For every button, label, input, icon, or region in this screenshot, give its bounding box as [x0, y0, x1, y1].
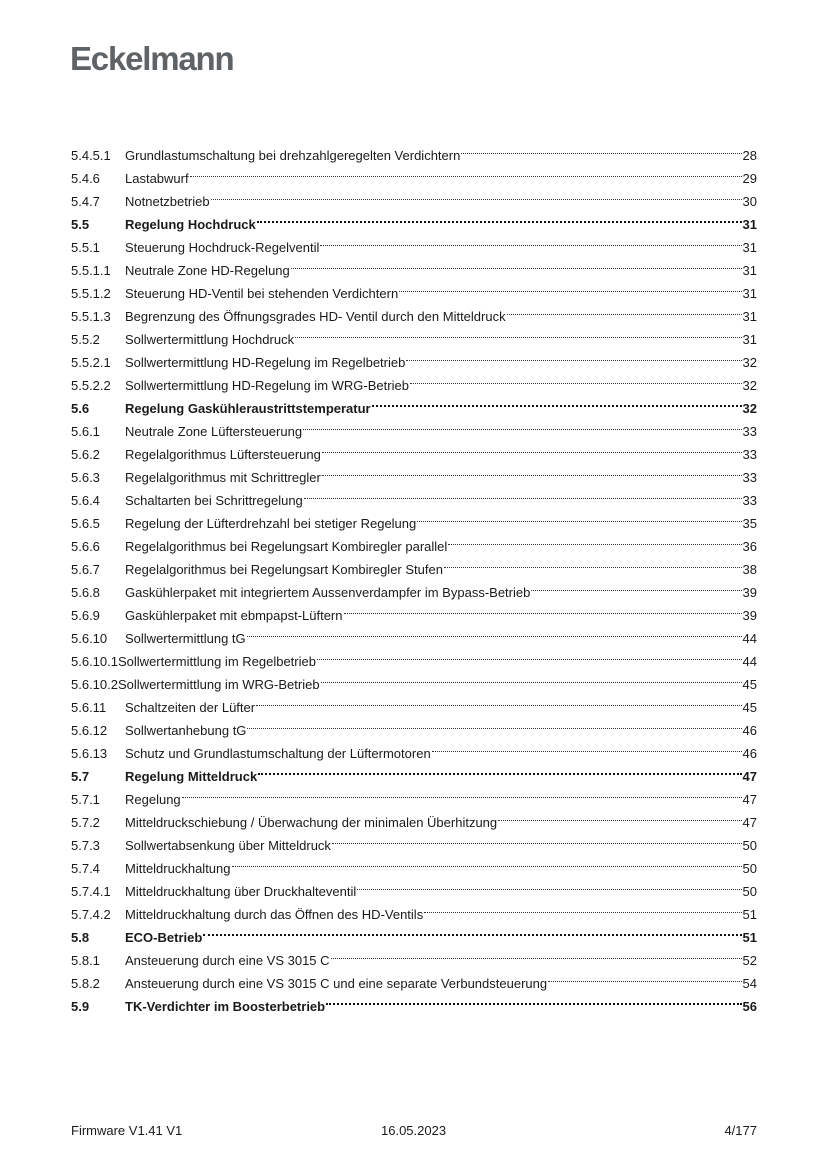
toc-entry-number: 5.6.10.1: [71, 654, 118, 669]
dot-leader: [399, 275, 741, 298]
dot-leader: [203, 919, 741, 942]
toc-entry-title[interactable]: Gaskühlerpaket mit ebmpapst-Lüftern: [125, 608, 343, 623]
toc-entry-title[interactable]: Regelung der Lüfterdrehzahl bei stetiger Regelung: [125, 516, 417, 531]
toc-entry-title[interactable]: ECO-Betrieb: [125, 930, 203, 945]
toc-entry-number: 5.9: [71, 999, 90, 1014]
dot-leader: [321, 666, 742, 689]
eckelmann-logo: Eckelmann: [70, 40, 234, 77]
toc-entry-number: 5.4.6: [71, 171, 100, 186]
toc-entry-page[interactable]: 33: [742, 493, 757, 508]
footer-page-number: 4/177: [724, 1123, 757, 1138]
dot-leader: [257, 206, 742, 229]
toc-entry-title[interactable]: Regelung Hochdruck: [125, 217, 256, 232]
toc-entry-page[interactable]: 32: [742, 401, 757, 416]
toc-entry-page[interactable]: 38: [742, 562, 757, 577]
dot-leader: [258, 758, 741, 781]
dot-leader: [247, 712, 741, 735]
toc-entry[interactable]: [71, 137, 757, 163]
toc-entry-page[interactable]: 56: [742, 999, 757, 1014]
dot-leader: [406, 344, 741, 367]
toc-entry-page[interactable]: 39: [742, 608, 757, 623]
toc-entry-title[interactable]: Begrenzung des Öffnungsgrades HD- Ventil durch den Mitteldruck: [125, 309, 506, 324]
toc-entry-title[interactable]: Sollwertanhebung tG: [125, 723, 247, 738]
toc-entry-title[interactable]: Lastabwurf: [125, 171, 189, 186]
toc-entry-number: 5.6.8: [71, 585, 100, 600]
dot-leader: [322, 459, 742, 482]
toc-entry-number: 5.7.4: [71, 861, 100, 876]
toc-entry-number: 5.8.1: [71, 953, 100, 968]
dot-leader: [247, 620, 742, 643]
toc-entry-title[interactable]: Ansteuerung durch eine VS 3015 C und eine separate Verbundsteuerung: [125, 976, 548, 991]
toc-entry-number: 5.6.1: [71, 424, 100, 439]
toc-entry-title[interactable]: Neutrale Zone HD-Regelung: [125, 263, 290, 278]
toc-entry-page[interactable]: 29: [742, 171, 757, 186]
toc-entry-title[interactable]: Regelung Gaskühleraustrittstemperatur: [125, 401, 371, 416]
toc-entry-page[interactable]: 46: [742, 723, 757, 738]
dot-leader: [291, 252, 742, 275]
toc-entry-title[interactable]: Regelalgorithmus bei Regelungsart Kombiregler Stufen: [125, 562, 443, 577]
toc-entry-number: 5.6.10.2: [71, 677, 118, 692]
dot-leader: [295, 321, 741, 344]
dot-leader: [548, 965, 741, 988]
toc-entry-title[interactable]: Sollwertermittlung im WRG-Betrieb: [118, 677, 320, 692]
toc-entry-number: 5.7: [71, 769, 90, 784]
dot-leader: [190, 160, 742, 183]
dot-leader: [320, 229, 741, 252]
toc-entry-number: 5.7.4.2: [71, 907, 111, 922]
table-of-contents: [71, 137, 757, 1014]
toc-entry-number: 5.7.1: [71, 792, 100, 807]
toc-entry-page[interactable]: 32: [742, 355, 757, 370]
toc-entry-title[interactable]: Schaltzeiten der Lüfter: [125, 700, 256, 715]
toc-entry-page[interactable]: 35: [742, 516, 757, 531]
toc-entry-page[interactable]: 33: [742, 447, 757, 462]
toc-entry-number: 5.6.4: [71, 493, 100, 508]
toc-entry-number: 5.7.4.1: [71, 884, 111, 899]
toc-entry-title[interactable]: Sollwertermittlung HD-Regelung im WRG-Betrieb: [125, 378, 409, 393]
toc-entry-number: 5.8.2: [71, 976, 100, 991]
toc-entry-number: 5.6.11: [71, 700, 107, 715]
toc-entry-page[interactable]: 39: [742, 585, 757, 600]
dot-leader: [461, 137, 741, 160]
toc-entry-number: 5.5: [71, 217, 90, 232]
toc-entry-page[interactable]: 31: [742, 263, 757, 278]
toc-entry-number: 5.4.7: [71, 194, 100, 209]
toc-entry-title[interactable]: Regelung: [125, 792, 181, 807]
toc-entry-title[interactable]: TK-Verdichter im Boosterbetrieb: [125, 999, 326, 1014]
toc-entry-title[interactable]: Mitteldruckschiebung / Überwachung der minimalen Überhitzung: [125, 815, 498, 830]
toc-entry-title[interactable]: Steuerung Hochdruck-Regelventil: [125, 240, 320, 255]
dot-leader: [232, 850, 742, 873]
dot-leader: [322, 436, 742, 459]
toc-entry-page[interactable]: 50: [742, 884, 757, 899]
dot-leader: [507, 298, 742, 321]
toc-entry-page[interactable]: 52: [742, 953, 757, 968]
toc-entry-title[interactable]: Sollwertabsenkung über Mitteldruck: [125, 838, 331, 853]
dot-leader: [182, 781, 742, 804]
toc-entry-title[interactable]: Mitteldruckhaltung über Druckhalteventil: [125, 884, 357, 899]
toc-entry-page[interactable]: 47: [742, 769, 757, 784]
toc-entry-title[interactable]: Sollwertermittlung HD-Regelung im Regelbetrieb: [125, 355, 406, 370]
dot-leader: [304, 482, 742, 505]
dot-leader: [211, 183, 742, 206]
toc-entry-number: 5.5.2.2: [71, 378, 111, 393]
dot-leader: [332, 827, 742, 850]
toc-entry-number: 5.7.3: [71, 838, 100, 853]
dot-leader: [317, 643, 742, 666]
toc-entry-title[interactable]: Schaltarten bei Schrittregelung: [125, 493, 303, 508]
toc-entry-page[interactable]: 32: [742, 378, 757, 393]
toc-entry-number: 5.5.2.1: [71, 355, 111, 370]
toc-entry-page[interactable]: 33: [742, 470, 757, 485]
toc-entry-number: 5.6.2: [71, 447, 100, 462]
dot-leader: [326, 988, 741, 1011]
dot-leader: [432, 735, 742, 758]
dot-leader: [531, 574, 741, 597]
dot-leader: [498, 804, 741, 827]
dot-leader: [303, 413, 741, 436]
toc-entry-number: 5.4.5.1: [71, 148, 111, 163]
toc-entry-number: 5.5.1.3: [71, 309, 111, 324]
toc-entry-page[interactable]: 54: [742, 976, 757, 991]
toc-entry-number: 5.6.5: [71, 516, 100, 531]
toc-entry-page[interactable]: 45: [742, 677, 757, 692]
dot-leader: [448, 528, 741, 551]
toc-entry-number: 5.5.1.2: [71, 286, 111, 301]
toc-entry-title[interactable]: Mitteldruckhaltung durch das Öffnen des HD-Ventils: [125, 907, 424, 922]
toc-entry-title[interactable]: Neutrale Zone Lüftersteuerung: [125, 424, 303, 439]
toc-entry-page[interactable]: 50: [742, 861, 757, 876]
footer-date: 16.05.2023: [381, 1123, 447, 1138]
toc-entry-page[interactable]: 30: [742, 194, 757, 209]
toc-entry-title[interactable]: Regelalgorithmus bei Regelungsart Kombiregler parallel: [125, 539, 448, 554]
dot-leader: [331, 942, 742, 965]
toc-entry-number: 5.6.9: [71, 608, 100, 623]
toc-entry-page[interactable]: 47: [742, 815, 757, 830]
toc-entry-page[interactable]: 28: [742, 148, 757, 163]
dot-leader: [256, 689, 741, 712]
toc-entry-title[interactable]: Steuerung HD-Ventil bei stehenden Verdichtern: [125, 286, 399, 301]
toc-entry-title[interactable]: Schutz und Grundlastumschaltung der Lüftermotoren: [125, 746, 431, 761]
toc-entry-number: 5.5.1: [71, 240, 100, 255]
toc-entry-page[interactable]: 31: [742, 309, 757, 324]
dot-leader: [410, 367, 742, 390]
toc-entry-number: 5.6.6: [71, 539, 100, 554]
toc-entry-page[interactable]: 31: [742, 332, 757, 347]
toc-entry-page[interactable]: 47: [742, 792, 757, 807]
toc-entry-title[interactable]: Regelung Mitteldruck: [125, 769, 258, 784]
toc-entry-page[interactable]: 33: [742, 424, 757, 439]
toc-entry-page[interactable]: 31: [742, 240, 757, 255]
toc-entry-number: 5.6.10: [71, 631, 108, 646]
toc-entry-page[interactable]: 45: [742, 700, 757, 715]
toc-entry-title[interactable]: Sollwertermittlung im Regelbetrieb: [118, 654, 316, 669]
toc-entry-page[interactable]: 31: [742, 217, 757, 232]
toc-entry-page[interactable]: 50: [742, 838, 757, 853]
dot-leader: [417, 505, 741, 528]
toc-entry-title[interactable]: Grundlastumschaltung bei drehzahlgeregelten Verdichtern: [125, 148, 461, 163]
toc-entry-page[interactable]: 44: [742, 654, 757, 669]
dot-leader: [344, 597, 742, 620]
toc-entry-title[interactable]: Regelalgorithmus mit Schrittregler: [125, 470, 321, 485]
toc-entry-page[interactable]: 31: [742, 286, 757, 301]
toc-entry-number: 5.6: [71, 401, 90, 416]
toc-entry-number: 5.6.7: [71, 562, 100, 577]
toc-entry-number: 5.6.12: [71, 723, 108, 738]
toc-entry-title[interactable]: Gaskühlerpaket mit integriertem Aussenverdampfer im Bypass-Betrieb: [125, 585, 531, 600]
toc-entry-number: 5.8: [71, 930, 90, 945]
toc-entry-title[interactable]: Mitteldruckhaltung: [125, 861, 231, 876]
toc-entry-page[interactable]: 46: [742, 746, 757, 761]
toc-entry-number: 5.6.13: [71, 746, 108, 761]
page-footer: [71, 1123, 757, 1141]
toc-entry-title[interactable]: Sollwertermittlung tG: [125, 631, 246, 646]
toc-entry-title[interactable]: Sollwertermittlung Hochdruck: [125, 332, 295, 347]
toc-entry-title[interactable]: Notnetzbetrieb: [125, 194, 210, 209]
toc-entry-number: 5.5.1.1: [71, 263, 111, 278]
dot-leader: [372, 390, 742, 413]
toc-entry-number: 5.6.3: [71, 470, 100, 485]
toc-entry-number: 5.5.2: [71, 332, 100, 347]
dot-leader: [424, 896, 741, 919]
toc-entry-title[interactable]: Ansteuerung durch eine VS 3015 C: [125, 953, 330, 968]
toc-entry-page[interactable]: 44: [742, 631, 757, 646]
toc-entry-page[interactable]: 51: [742, 907, 757, 922]
toc-entry-page[interactable]: 51: [742, 930, 757, 945]
footer-firmware-version: Firmware V1.41 V1: [71, 1123, 183, 1138]
toc-entry-title[interactable]: Regelalgorithmus Lüftersteuerung: [125, 447, 321, 462]
dot-leader: [357, 873, 741, 896]
toc-entry-number: 5.7.2: [71, 815, 100, 830]
dot-leader: [444, 551, 742, 574]
toc-entry-page[interactable]: 36: [742, 539, 757, 554]
